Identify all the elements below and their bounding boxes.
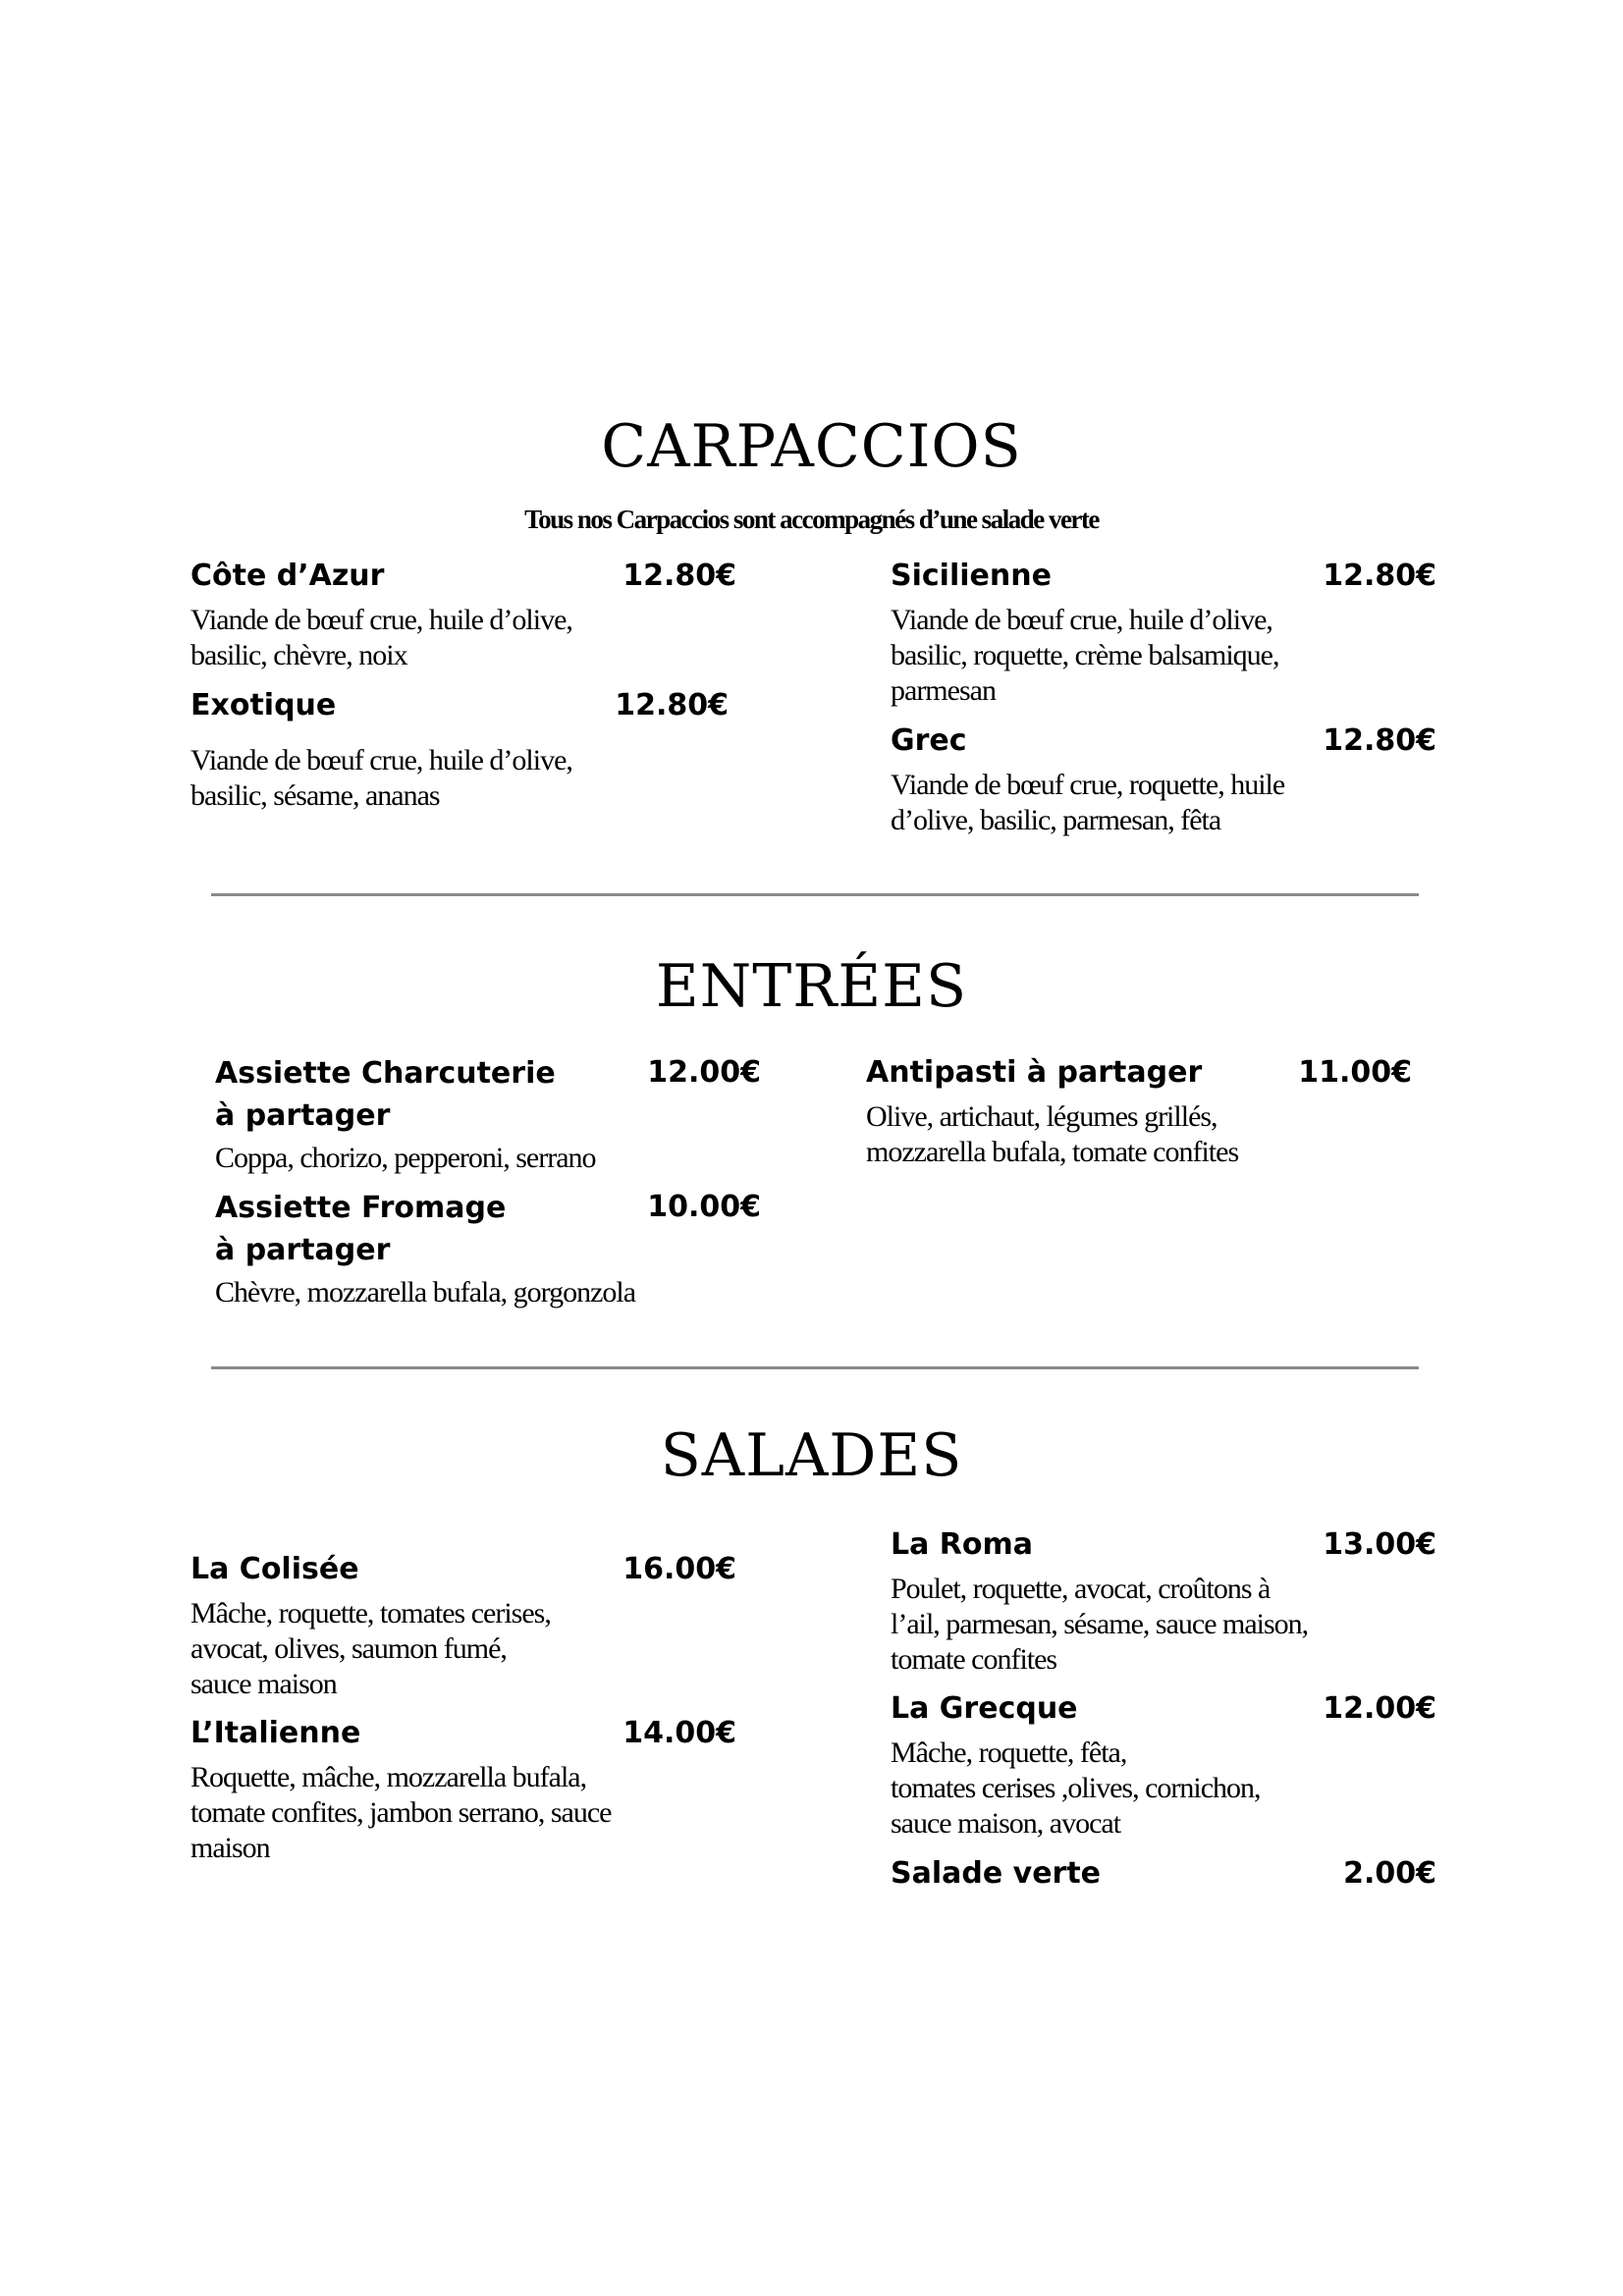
item-name-exotique: Exotique [190, 688, 337, 722]
item-price-antipasti: 11.00€ [1298, 1055, 1412, 1090]
item-desc-assiette-charcuterie: Coppa, chorizo, pepperoni, serrano [215, 1142, 596, 1174]
item-desc-cote-dazur: Viande de bœuf crue, huile d’olive, basilic, chèvre, noix [190, 604, 572, 671]
item-price-sicilienne: 12.80€ [1323, 559, 1436, 593]
item-name-assiette-fromage: Assiette Fromage à partager [215, 1191, 507, 1267]
item-desc-exotique: Viande de bœuf crue, huile d’olive, basilic, sésame, ananas [190, 744, 572, 812]
item-name-sicilienne: Sicilienne [891, 559, 1052, 593]
item-price-la-grecque: 12.00€ [1323, 1691, 1436, 1726]
item-price-exotique: 12.80€ [615, 688, 729, 722]
item-desc-la-grecque: Mâche, roquette, fêta, tomates cerises ,olives, cornichon, sauce maison, avocat [891, 1736, 1261, 1840]
item-price-cote-dazur: 12.80€ [622, 559, 736, 593]
item-name-litalienne: L’Italienne [190, 1716, 361, 1750]
item-price-litalienne: 14.00€ [622, 1716, 736, 1750]
section-title-salades: SALADES [660, 1421, 963, 1490]
item-price-assiette-fromage: 10.00€ [647, 1190, 761, 1224]
section-subtitle-carpaccios: Tous nos Carpaccios sont accompagnés d’une salade verte [524, 505, 1099, 534]
item-price-grec: 12.80€ [1323, 723, 1436, 758]
section-title-entrees: ENTRÉES [655, 952, 968, 1021]
item-desc-grec: Viande de bœuf crue, roquette, huile d’olive, basilic, parmesan, fêta [891, 769, 1285, 836]
item-desc-sicilienne: Viande de bœuf crue, huile d’olive, basilic, roquette, crème balsamique, parmesan [891, 604, 1279, 707]
item-name-salade-verte: Salade verte [891, 1856, 1102, 1891]
item-desc-la-roma: Poulet, roquette, avocat, croûtons à l’ail, parmesan, sésame, sauce maison, tomate confites [891, 1573, 1309, 1676]
section-divider [211, 893, 1419, 896]
item-price-assiette-charcuterie: 12.00€ [647, 1055, 761, 1090]
section-divider [211, 1366, 1419, 1369]
item-price-salade-verte: 2.00€ [1343, 1856, 1436, 1891]
item-desc-assiette-fromage: Chèvre, mozzarella bufala, gorgonzola [215, 1276, 636, 1308]
item-name-antipasti: Antipasti à partager [866, 1055, 1203, 1090]
item-desc-litalienne: Roquette, mâche, mozzarella bufala, tomate confites, jambon serrano, sauce maison [190, 1761, 612, 1864]
section-title-carpaccios: CARPACCIOS [601, 412, 1022, 481]
item-desc-antipasti: Olive, artichaut, légumes grillés, mozzarella bufala, tomate confites [866, 1100, 1239, 1168]
item-name-la-colisee: La Colisée [190, 1552, 359, 1586]
item-price-la-roma: 13.00€ [1323, 1527, 1436, 1562]
item-name-la-roma: La Roma [891, 1527, 1034, 1562]
item-name-cote-dazur: Côte d’Azur [190, 559, 385, 593]
item-desc-la-colisee: Mâche, roquette, tomates cerises, avocat, olives, saumon fumé, sauce maison [190, 1597, 551, 1700]
item-name-grec: Grec [891, 723, 967, 758]
item-name-la-grecque: La Grecque [891, 1691, 1078, 1726]
item-name-assiette-charcuterie: Assiette Charcuterie à partager [215, 1056, 556, 1133]
item-price-la-colisee: 16.00€ [622, 1552, 736, 1586]
